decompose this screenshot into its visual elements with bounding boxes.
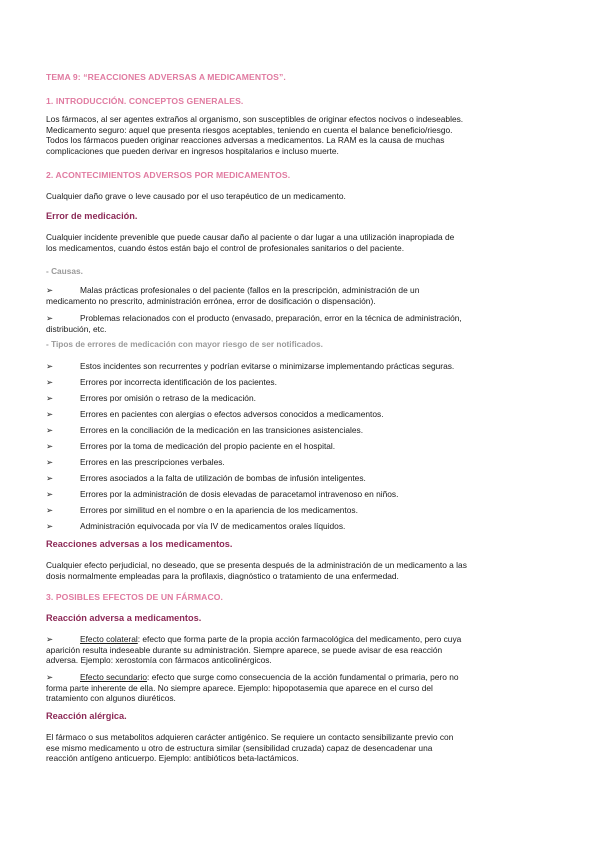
text-segment: : efecto que surge como consecuencia de la acción fundamental o primaria, pero no <box>147 672 459 682</box>
section-2-heading: 2. ACONTECIMIENTOS ADVERSOS POR MEDICAMENTOS. <box>46 170 291 180</box>
text-line: Cualquier efecto perjudicial, no deseado, que se presenta después de la administración de un medicamento a las <box>46 560 467 570</box>
tipo-text: Errores por omisión o retraso de la medicación. <box>80 393 256 403</box>
arrow-bullet-icon: ➢ <box>46 285 54 295</box>
section-1-heading: 1. INTRODUCCIÓN. CONCEPTOS GENERALES. <box>46 96 244 106</box>
text-segment: : efecto que forma parte de la propia acción farmacológica del medicamento, pero cuya <box>137 634 462 644</box>
text-line: forma parte inherente de ella. No siempre aparece. Ejemplo: hipopotasemia que aparece en el curso del <box>46 682 433 693</box>
tipo-text: Errores en la conciliación de la medicación en las transiciones asistenciales. <box>80 425 364 435</box>
tipo-text: Errores por la toma de medicación del propio paciente en el hospital. <box>80 441 336 451</box>
text-line: dosis normalmente empleadas para la profilaxis, diagnóstico o tratamiento de una enfermedad. <box>46 570 399 581</box>
text-line: los medicamentos, cuando éstos están bajo el control de profesionales sanitarios o del paciente. <box>46 242 405 253</box>
reaccion-alergica-title: Reacción alérgica. <box>46 711 127 721</box>
text-line: Malas prácticas profesionales o del paciente (fallos en la prescripción, administración de un <box>80 285 420 295</box>
arrow-bullet-icon: ➢ <box>46 393 54 403</box>
tipos-title: - Tipos de errores de medicación con mayor riesgo de ser notificados. <box>46 339 323 349</box>
arrow-bullet-icon: ➢ <box>46 409 54 419</box>
text-line: Cualquier incidente prevenible que puede causar daño al paciente o dar lugar a una utilización inapropiada de <box>46 232 455 242</box>
text-line: Los fármacos, al ser agentes extraños al organismo, son susceptibles de originar efectos nocivos o indeseables. <box>46 114 464 124</box>
text-line: distribución, etc. <box>46 323 107 334</box>
efecto-secundario-term: Efecto secundario <box>80 672 148 682</box>
ram-title: Reacciones adversas a los medicamentos. <box>46 539 233 549</box>
section-2-definition: Cualquier daño grave o leve causado por el uso terapéutico de un medicamento. <box>46 191 346 201</box>
section-3-heading: 3. POSIBLES EFECTOS DE UN FÁRMACO. <box>46 592 224 602</box>
efecto-colateral-item <box>46 634 556 666</box>
text-line: El fármaco o sus metabolitos adquieren carácter antigénico. Se requiere un contacto sensibilizante previo con <box>46 732 454 742</box>
tipo-text: Errores por incorrecta identificación de los pacientes. <box>80 377 277 387</box>
document-title: TEMA 9: “REACCIONES ADVERSAS A MEDICAMENTOS”. <box>46 72 286 82</box>
efecto-secundario-item <box>46 672 556 704</box>
arrow-bullet-icon: ➢ <box>46 361 54 371</box>
arrow-bullet-icon: ➢ <box>46 473 54 483</box>
arrow-bullet-icon: ➢ <box>46 313 54 323</box>
text-line: Todos los fármacos pueden originar reacciones adversas a medicamentos. La RAM es la causa de muchas <box>46 135 445 146</box>
arrow-bullet-icon: ➢ <box>46 441 54 451</box>
arrow-bullet-icon: ➢ <box>46 505 54 515</box>
text-line: Problemas relacionados con el producto (envasado, preparación, error en la técnica de administración, <box>80 313 462 323</box>
causas-title: - Causas. <box>46 266 83 276</box>
arrow-bullet-icon: ➢ <box>46 457 54 467</box>
arrow-bullet-icon: ➢ <box>46 672 54 682</box>
tipo-text: Errores en pacientes con alergias o efectos adversos conocidos a medicamentos. <box>80 409 384 419</box>
ram-paragraph <box>46 560 556 581</box>
tipo-text: Administración equivocada por vía IV de medicamentos orales líquidos. <box>80 521 346 531</box>
text-line <box>46 634 556 645</box>
tipo-text: Errores por la administración de dosis elevadas de paracetamol intravenoso en niños. <box>80 489 399 499</box>
tipo-text: Errores por similitud en el nombre o en la apariencia de los medicamentos. <box>80 505 358 515</box>
reaccion-adversa-title: Reacción adversa a medicamentos. <box>46 613 202 623</box>
tipo-text: Errores asociados a la falta de utilización de bombas de infusión inteligentes. <box>80 473 366 483</box>
arrow-bullet-icon: ➢ <box>46 489 54 499</box>
arrow-bullet-icon: ➢ <box>46 634 54 644</box>
arrow-bullet-icon: ➢ <box>46 521 54 531</box>
section-1-paragraph <box>46 114 556 156</box>
tipo-text: Errores en las prescripciones verbales. <box>80 457 225 467</box>
arrow-bullet-icon: ➢ <box>46 425 54 435</box>
text-line <box>46 672 556 683</box>
arrow-bullet-icon: ➢ <box>46 377 54 387</box>
causa-item <box>46 313 556 334</box>
efecto-colateral-term: Efecto colateral <box>80 634 138 644</box>
text-line: reacción antígeno anticuerpo. Ejemplo: antibióticos beta-lactámicos. <box>46 753 299 764</box>
text-line: aparición resulta indeseable durante su administración. Siempre aparece, se puede avisar de esa reacción <box>46 644 443 655</box>
error-medicacion-title: Error de medicación. <box>46 211 138 221</box>
text-line: tratamiento con algunos diuréticos. <box>46 693 176 704</box>
text-line: Medicamento seguro: aquel que presenta riesgos aceptables, teniendo en cuenta el balance beneficio/riesgo. <box>46 124 453 135</box>
text-line: complicaciones que pueden derivar en ingresos hospitalarios e incluso muerte. <box>46 145 339 156</box>
text-line: ese mismo medicamento u otro de estructura similar (sensibilidad cruzada) capaz de desencadenar una <box>46 742 433 753</box>
reaccion-alergica-paragraph <box>46 732 556 764</box>
error-medicacion-paragraph <box>46 232 556 253</box>
text-line: adversa. Ejemplo: xerostomía con fármacos anticolinérgicos. <box>46 655 272 666</box>
causa-item <box>46 285 556 306</box>
tipo-text: Estos incidentes son recurrentes y podrían evitarse o minimizarse implementando prácticas seguras. <box>80 361 455 371</box>
text-line: medicamento no prescrito, administración errónea, error de dosificación o dispensación). <box>46 295 376 306</box>
